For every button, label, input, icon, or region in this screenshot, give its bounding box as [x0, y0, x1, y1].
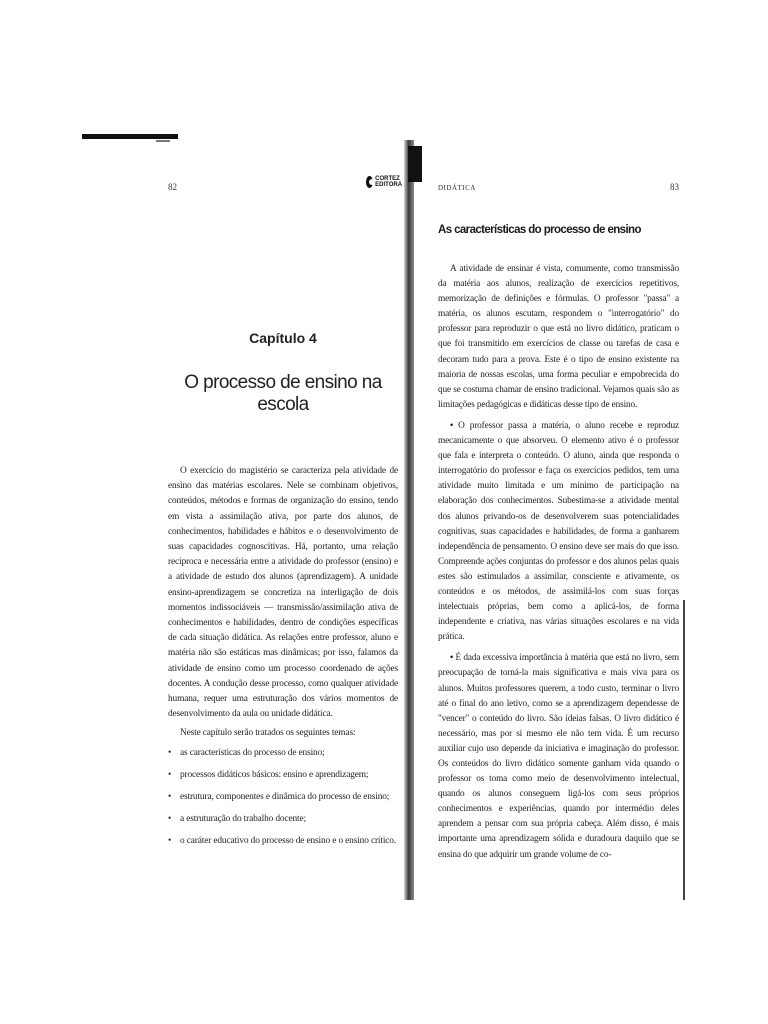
topic-text: o caráter educativo do processo de ensino e o ensino crítico. — [180, 836, 397, 847]
publisher-logo — [366, 176, 407, 188]
topic-text: a estruturação do trabalho docente; — [180, 814, 306, 825]
list-item — [168, 768, 398, 783]
bullet-icon: • — [168, 747, 172, 758]
publisher-logo-icon — [366, 176, 373, 188]
scan-speck — [156, 140, 170, 142]
paragraph-text: É dada excessiva importância à matéria que está no livro, sem preocupação de torná-la mais significativa e mais viva para os alunos. Muitos professores querem, a todo custo, terminar o livro até o final do ano letivo, como se a aprendizagem dependesse de "vencer" o conteúdo do livro. São ideias falsas. O livro didático é necessário, mas por si mesmo ele não tem vida. É um recurso auxiliar cujo uso depende da iniciativa e imaginação do professor. Os conteúdos do livro didático somente ganham vida quando o professor os toma como meio de desenvolvimento intelectual, quando os alunos conseguem ligá-los com seus próprios conhecimentos e experiências, quando por intermédio deles aprendem a pensar com sua própria cabeça. Além disso, é mais importante uma aprendizagem sólida e duradoura daquilo que se ensina do que adquirir um grande volume de co- — [438, 653, 679, 860]
page-edge-line — [683, 600, 685, 900]
chapter-title: O processo de ensino na escola — [184, 372, 382, 415]
intro-paragraph: O exercício do magistério se caracteriza pela atividade de ensino das matérias escolares. Nele se combinam objetivos, conteúdos, métodos e formas de organização do ensino, tendo em vista a assimilação ativa, por parte dos alunos, de conhecimentos, habilidades e hábitos e o desenvolvimento de suas capacidades cognoscitivas. Há, portanto, uma relação recíproca e necessária entre a atividade do professor (ensino) e a atividade de estudo dos alunos (aprendizagem). A unidade ensino-aprendizagem se concretiza na interligação de dois momentos indissociáveis — transmissão/assimilação ativa de conhecimentos e habilidades, dentro de condições específicas de cada situação didática. As relações entre professor, aluno e matéria não são estáticas mas dinâmicas; por isso, falamos da atividade de ensino como um processo coordenado de ações docentes. A condução desse processo, como qualquer atividade humana, requer uma estruturação dos vários momentos de desenvolvimento da aula ou unidade didática. — [168, 466, 398, 720]
chapter-intro — [168, 464, 398, 857]
right-page-number: 83 — [670, 182, 679, 192]
bullet-icon: • — [450, 653, 454, 664]
left-page-number: 82 — [168, 182, 177, 192]
topic-text: estrutura, componentes e dinâmica do processo de ensino; — [180, 792, 390, 803]
list-item — [168, 812, 398, 827]
section-body — [438, 262, 679, 863]
bullet-icon: • — [168, 814, 172, 825]
chapter-label: Capítulo 4 — [249, 330, 317, 346]
bullet-icon: • — [168, 792, 172, 803]
body-paragraph — [438, 262, 679, 413]
scan-edge-mark — [82, 134, 178, 139]
running-head: DIDÁTICA — [438, 184, 476, 192]
topic-text: processos didáticos básicos: ensino e aprendizagem; — [180, 769, 369, 780]
topic-text: as características do processo de ensino; — [180, 747, 325, 758]
paragraph-text: O professor passa a matéria, o aluno recebe e reproduz mecanicamente o que absorveu. O elemento ativo é o professor que fala e interpreta o conteúdo. O aluno, ainda que responda o interrogatório do professor e faça os exercícios pedidos, tem uma atividade muito limitada e um mínimo de participação na elaboração dos conhecimentos. Subestima-se a atividade mental dos alunos privando-os de desenvolverem suas potencialidades cognitivas, suas capacidades e habilidades, de forma a ganharem independência de pensamento. O ensino deve ser mais do que isso. Compreende ações conjuntas do professor e dos alunos pelas quais estes são estimulados a assimilar, consciente e ativamente, os conteúdos e os métodos, de assimilá-los com suas forças intelectuais próprias, bem como a aplicá-los, de forma independente e criativa, nas várias situações escolares e na vida prática. — [438, 420, 679, 643]
gutter-edge-mark — [408, 146, 422, 182]
body-paragraph — [438, 651, 679, 862]
book-gutter-shadow — [404, 140, 414, 900]
paragraph-text: A atividade de ensinar é vista, comumente, como transmissão da matéria aos alunos, realização de exercícios repetitivos, memorização de definições e fórmulas. O professor "passa" a matéria, os alunos escutam, respondem o "interrogatório" do professor para reproduzir o que está no livro didático, praticam o que foi transmitido em exercícios de classe ou tarefas de casa e decoram tudo para a prova. Este é o tipo de ensino existente na maioria de nossas escolas, uma forma peculiar e empobrecida do que se costuma chamar de ensino tradicional. Vejamos quais são as limitações pedagógicas e didáticas desse tipo de ensino. — [438, 264, 679, 410]
bullet-icon: • — [168, 769, 172, 780]
topics-intro: Neste capítulo serão tratados os seguintes temas: — [180, 728, 356, 739]
list-item — [168, 790, 398, 805]
topics-list — [168, 746, 398, 850]
body-paragraph — [438, 419, 679, 645]
section-heading: As características do processo de ensino — [438, 224, 641, 236]
bullet-icon: • — [450, 420, 454, 431]
bullet-icon: • — [168, 836, 172, 847]
list-item — [168, 834, 398, 849]
list-item — [168, 746, 398, 761]
publisher-name: CORTEZ EDITORA — [375, 176, 403, 188]
